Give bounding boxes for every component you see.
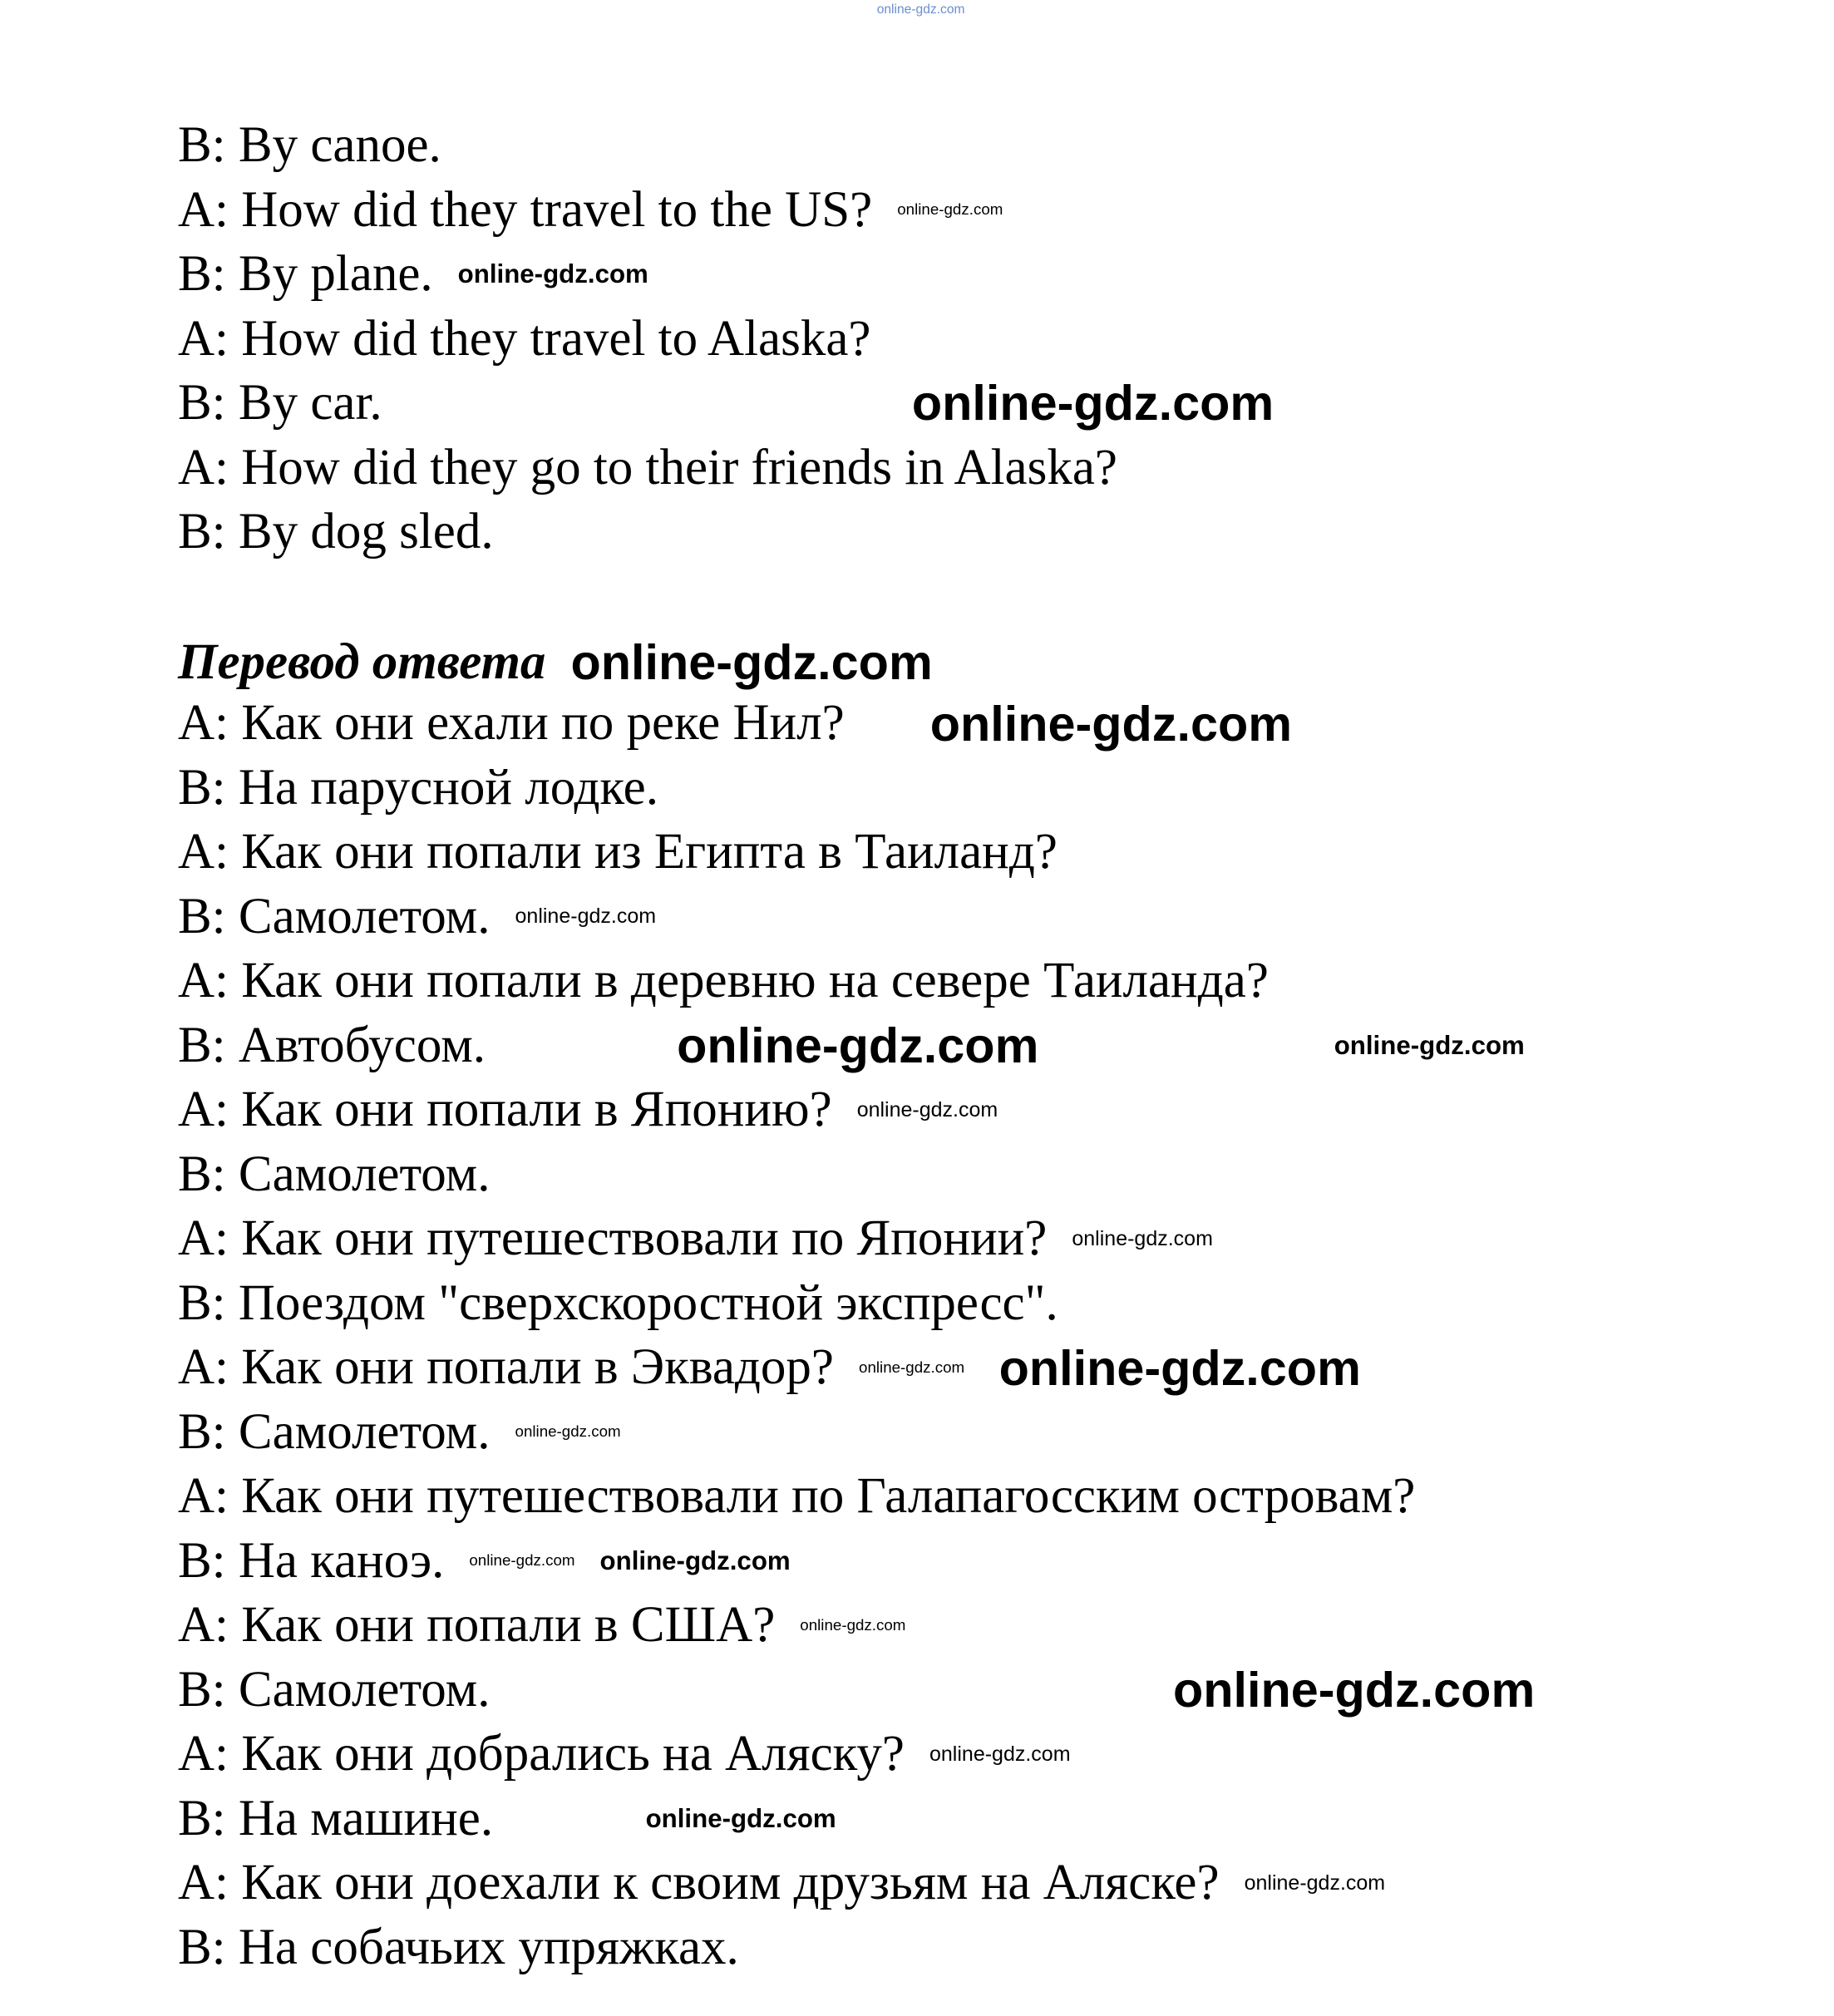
watermark: online-gdz.com <box>1244 1871 1386 1895</box>
watermark: online-gdz.com <box>876 2 965 17</box>
translation-line: A: Как они путешествовали по Галапагосским островам? <box>178 1468 1416 1525</box>
translation-line: A: Как они добрались на Аляску? <box>178 1726 905 1782</box>
translation-line: B: Самолетом. <box>178 1403 491 1460</box>
translation-line: B: На каноэ. <box>178 1532 445 1589</box>
watermark: online-gdz.com <box>856 1097 998 1121</box>
translation-line: B: Самолетом. <box>178 1146 491 1202</box>
dialogue-line: A: How did they travel to Alaska? <box>178 310 871 367</box>
watermark: online-gdz.com <box>1072 1226 1213 1250</box>
watermark: online-gdz.com <box>457 259 648 289</box>
watermark: online-gdz.com <box>1334 1031 1525 1061</box>
translation-line: A: Как они попали из Египта в Таиланд? <box>178 824 1058 880</box>
watermark: online-gdz.com <box>599 1546 791 1576</box>
translation-line: A: Как они попали в США? <box>178 1597 776 1654</box>
translation-line: B: Самолетом. <box>178 1661 491 1718</box>
watermark: online-gdz.com <box>859 1358 965 1376</box>
translation-line: A: Как они попали в Эквадор? <box>178 1339 835 1396</box>
watermark: online-gdz.com <box>929 695 1293 752</box>
dialogue-line: B: By plane. <box>178 246 433 302</box>
watermark: online-gdz.com <box>911 375 1274 431</box>
dialogue-line: B: By canoe. <box>178 117 441 173</box>
translation-line: A: Как они ехали по реке Нил? <box>178 695 845 752</box>
watermark: online-gdz.com <box>570 634 933 691</box>
watermark: online-gdz.com <box>515 904 657 929</box>
dialogue-line: B: By car. <box>178 375 382 431</box>
translation-line: B: На собачьих упряжках. <box>178 1919 739 1975</box>
dialogue-line: A: How did they go to their friends in Alaska? <box>178 439 1117 495</box>
dialogue-line: B: By dog sled. <box>178 504 494 559</box>
translation-line: B: На парусной лодке. <box>178 759 658 816</box>
watermark: online-gdz.com <box>897 200 1003 219</box>
dialogue-line: A: How did they travel to the US? <box>178 181 873 238</box>
watermark: online-gdz.com <box>998 1339 1361 1396</box>
translation-line: B: Автобусом. <box>178 1017 486 1073</box>
translation-line: B: На машине. <box>178 1790 494 1846</box>
watermark: online-gdz.com <box>515 1422 621 1441</box>
translation-line: A: Как они попали в Японию? <box>178 1082 832 1138</box>
watermark: online-gdz.com <box>677 1018 1039 1074</box>
watermark: online-gdz.com <box>1172 1662 1536 1718</box>
translation-line: A: Как они доехали к своим друзьям на Аляске? <box>178 1855 1220 1911</box>
watermark: online-gdz.com <box>645 1804 836 1834</box>
translation-line: B: Самолетом. <box>178 888 491 944</box>
watermark: online-gdz.com <box>800 1615 906 1634</box>
translation-line: A: Как они путешествовали по Японии? <box>178 1210 1048 1267</box>
translation-line: B: Поездом "сверхскоростной экспресс". <box>178 1274 1058 1331</box>
watermark: online-gdz.com <box>469 1551 575 1570</box>
watermark: online-gdz.com <box>929 1742 1071 1766</box>
translation-heading: Перевод ответа <box>178 633 546 690</box>
translation-line: A: Как они попали в деревню на севере Таиланда? <box>178 953 1269 1009</box>
